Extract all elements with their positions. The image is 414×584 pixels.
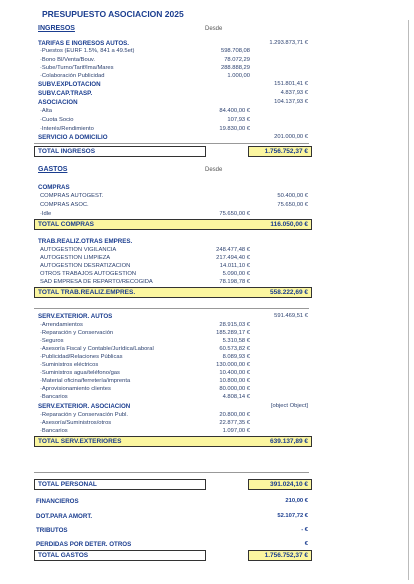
serv-autos-item-value: 10.400,00 € bbox=[219, 370, 250, 376]
divider bbox=[34, 308, 309, 309]
total-gastos-value-box bbox=[248, 550, 312, 561]
total-ingresos-value: 1.756.752,37 € bbox=[264, 148, 308, 155]
compras-item-label: COMPRAS AUTOGEST. bbox=[40, 193, 104, 199]
serv-autos-item-label: ·Arrendamientos bbox=[40, 322, 83, 328]
subv-cap-value: 4.837,93 € bbox=[280, 90, 308, 96]
divider bbox=[34, 143, 309, 144]
serv-asoc-item-value: 22.877,35 € bbox=[219, 420, 250, 426]
total-trab-bar bbox=[34, 287, 312, 298]
total-personal-value-box bbox=[248, 479, 312, 490]
total-ingresos-label: TOTAL INGRESOS bbox=[38, 148, 96, 155]
subv-explotacion-label: SUBV.EXPLOTACION bbox=[38, 81, 101, 88]
serv-autos-item-label: ·Asesoría Fiscal y Contable/Jurídica/Laboral bbox=[40, 346, 154, 352]
gastos-header: GASTOS bbox=[38, 166, 68, 173]
trab-item-value: 14.011,10 € bbox=[219, 263, 250, 269]
serv-autos-item-label: ·Reparación y Conservación bbox=[40, 330, 114, 336]
trab-item-label: OTROS TRABAJOS AUTOGESTION bbox=[40, 271, 137, 277]
dot-amort-value: 52.107,72 € bbox=[277, 513, 308, 519]
tributos-value: - € bbox=[301, 527, 308, 533]
perdidas-value: € bbox=[304, 541, 308, 547]
serv-autos-item-label: ·Bancarios bbox=[40, 394, 68, 400]
total-personal-box bbox=[34, 479, 206, 490]
trab-item-value: 217.494,40 € bbox=[216, 255, 250, 261]
trab-item-value: 78.198,78 € bbox=[219, 279, 250, 285]
ingresos-header: INGRESOS bbox=[38, 25, 75, 32]
tarifas-label: TARIFAS E INGRESOS AUTOS. bbox=[38, 40, 129, 47]
serv-autos-item-value: 80.000,00 € bbox=[219, 386, 250, 392]
serv-autos-item-value: 60.573,82 € bbox=[219, 346, 250, 352]
tarifas-item-value: 78.072,29 bbox=[224, 57, 250, 63]
subv-cap-label: SUBV.CAP.TRASP. bbox=[38, 90, 93, 97]
tarifas-item-value: 288.888,29 bbox=[220, 65, 250, 71]
asociacion-item-value: 19.830,00 € bbox=[219, 126, 250, 132]
serv-asoc-item-value: 20.800,00 € bbox=[219, 412, 250, 418]
serv-autos-item-label: ·Publicidad/Relaciones Públicas bbox=[40, 354, 123, 360]
total-serv-ext-value: 639.137,89 € bbox=[270, 438, 308, 445]
compras-item-label: COMPRAS ASOC. bbox=[40, 202, 89, 208]
serv-autos-item-value: 185.289,17 € bbox=[216, 330, 250, 336]
asociacion-item-label: ·Cuota Socio bbox=[40, 117, 74, 123]
gastos-desde: Desde bbox=[205, 167, 223, 173]
serv-autos-label: SERV.EXTERIOR. AUTOS bbox=[38, 313, 113, 320]
trab-item-label: AUTOGESTION LIMPIEZA bbox=[40, 255, 111, 261]
compras-item-value: 50.400,00 € bbox=[277, 193, 308, 199]
serv-autos-item-label: ·Material oficina/ferretería/imprenta bbox=[40, 378, 131, 384]
tarifas-item-label: ·Bono BI/Venta/Bouv. bbox=[40, 57, 95, 63]
total-compras-label: TOTAL COMPRAS bbox=[38, 221, 94, 228]
asociacion-item-value: 107,93 € bbox=[227, 117, 250, 123]
serv-asoc-label: SERV.EXTERIOR. ASOCIACION bbox=[38, 403, 131, 410]
compras-item-label: ·Idle bbox=[40, 211, 52, 217]
compras-item-value: 75.650,00 € bbox=[277, 202, 308, 208]
total-ingresos-box bbox=[34, 146, 206, 157]
serv-autos-item-value: 130.000,00 € bbox=[216, 362, 250, 368]
asociacion-item-value: 84.400,00 € bbox=[219, 108, 250, 114]
tarifas-item-value: 598.708,08 bbox=[220, 48, 250, 54]
total-gastos-box bbox=[34, 550, 206, 561]
ingresos-desde: Desde bbox=[205, 26, 223, 32]
total-gastos-label: TOTAL GASTOS bbox=[38, 552, 89, 559]
perdidas-label: PERDIDAS POR DETER. OTROS bbox=[36, 541, 132, 548]
asociacion-label: ASOCIACION bbox=[38, 99, 78, 106]
total-personal-label: TOTAL PERSONAL bbox=[38, 481, 97, 488]
trab-item-label: AUTOGESTION DESRATIZACION bbox=[40, 263, 131, 269]
trab-item-label: AUTOGESTION VIGILANCIA bbox=[40, 247, 117, 253]
compras-item-value: 75.650,00 € bbox=[219, 211, 250, 217]
serv-autos-item-value: 28.915,03 € bbox=[219, 322, 250, 328]
tarifas-total: 1.293.873,71 € bbox=[269, 40, 308, 46]
total-compras-value: 116.050,00 € bbox=[270, 221, 308, 228]
total-serv-ext-label: TOTAL SERV.EXTERIORES bbox=[38, 438, 122, 445]
servicio-domicilio-label: SERVICIO A DOMICILIO bbox=[38, 134, 108, 141]
tarifas-item-value: 1.000,00 bbox=[227, 73, 250, 79]
total-personal-value: 391.024,10 € bbox=[270, 481, 308, 488]
serv-autos-item-value: 5.310,58 € bbox=[222, 338, 250, 344]
tributos-label: TRIBUTOS bbox=[36, 527, 68, 534]
total-trab-label: TOTAL TRAB.REALIZ.EMPRES. bbox=[38, 289, 136, 296]
serv-asoc-item-label: ·Asesoría/Suministros/otros bbox=[40, 420, 112, 426]
compras-label: COMPRAS bbox=[38, 184, 70, 191]
serv-autos-item-value: 8.089,93 € bbox=[222, 354, 250, 360]
serv-asoc-total: [object Object] bbox=[270, 403, 308, 409]
total-trab-value: 558.222,69 € bbox=[270, 289, 308, 296]
tarifas-item-label: ·Sube/Turno/Tarif/Ima/Mares bbox=[40, 65, 114, 71]
financieros-label: FINANCIEROS bbox=[36, 498, 79, 505]
serv-asoc-item-label: ·Bancarios bbox=[40, 428, 68, 434]
tarifas-item-label: ·Puestos (EURF 1.5%, 841 a 49.5et) bbox=[40, 48, 135, 54]
trab-item-label: SAD EMPRESA DE REPARTO/RECOGIDA bbox=[40, 279, 153, 285]
servicio-domicilio-value: 201.000,00 € bbox=[274, 134, 308, 140]
asociacion-total: 104.137,93 € bbox=[274, 99, 308, 105]
page-border-line bbox=[408, 20, 409, 580]
asociacion-item-label: ·Alta bbox=[40, 108, 52, 114]
total-ingresos-value-box bbox=[248, 146, 312, 157]
asociacion-item-label: ·Interés/Rendimiento bbox=[40, 126, 94, 132]
subv-explotacion-value: 151.801,41 € bbox=[274, 81, 308, 87]
dot-amort-label: DOT.PARA AMORT. bbox=[36, 513, 93, 520]
trab-label: TRAB.REALIZ.OTRAS EMPRES. bbox=[38, 238, 133, 245]
serv-asoc-item-value: 1.097,00 € bbox=[222, 428, 250, 434]
financieros-value: 210,00 € bbox=[285, 498, 308, 504]
total-gastos-value: 1.756.752,37 € bbox=[264, 552, 308, 559]
trab-item-value: 5.090,00 € bbox=[222, 271, 250, 277]
serv-autos-item-value: 10.800,00 € bbox=[219, 378, 250, 384]
divider bbox=[34, 472, 309, 473]
tarifas-item-label: ·Colaboración Publicidad bbox=[40, 73, 105, 79]
serv-asoc-item-label: ·Reparación y Conservación Publ. bbox=[40, 412, 128, 418]
total-compras-bar bbox=[34, 219, 312, 230]
serv-autos-item-label: ·Seguros bbox=[40, 338, 64, 344]
serv-autos-item-label: ·Aprovisionamiento clientes bbox=[40, 386, 111, 392]
serv-autos-item-label: ·Suministros eléctricos bbox=[40, 362, 99, 368]
page-title: PRESUPUESTO ASOCIACION 2025 bbox=[42, 9, 184, 19]
trab-item-value: 248.477,48 € bbox=[216, 247, 250, 253]
serv-autos-item-label: ·Suministros agua/teléfono/gas bbox=[40, 370, 120, 376]
total-serv-ext-bar bbox=[34, 436, 312, 447]
serv-autos-item-value: 4.808,14 € bbox=[222, 394, 250, 400]
serv-autos-total: 591.469,51 € bbox=[274, 313, 308, 319]
